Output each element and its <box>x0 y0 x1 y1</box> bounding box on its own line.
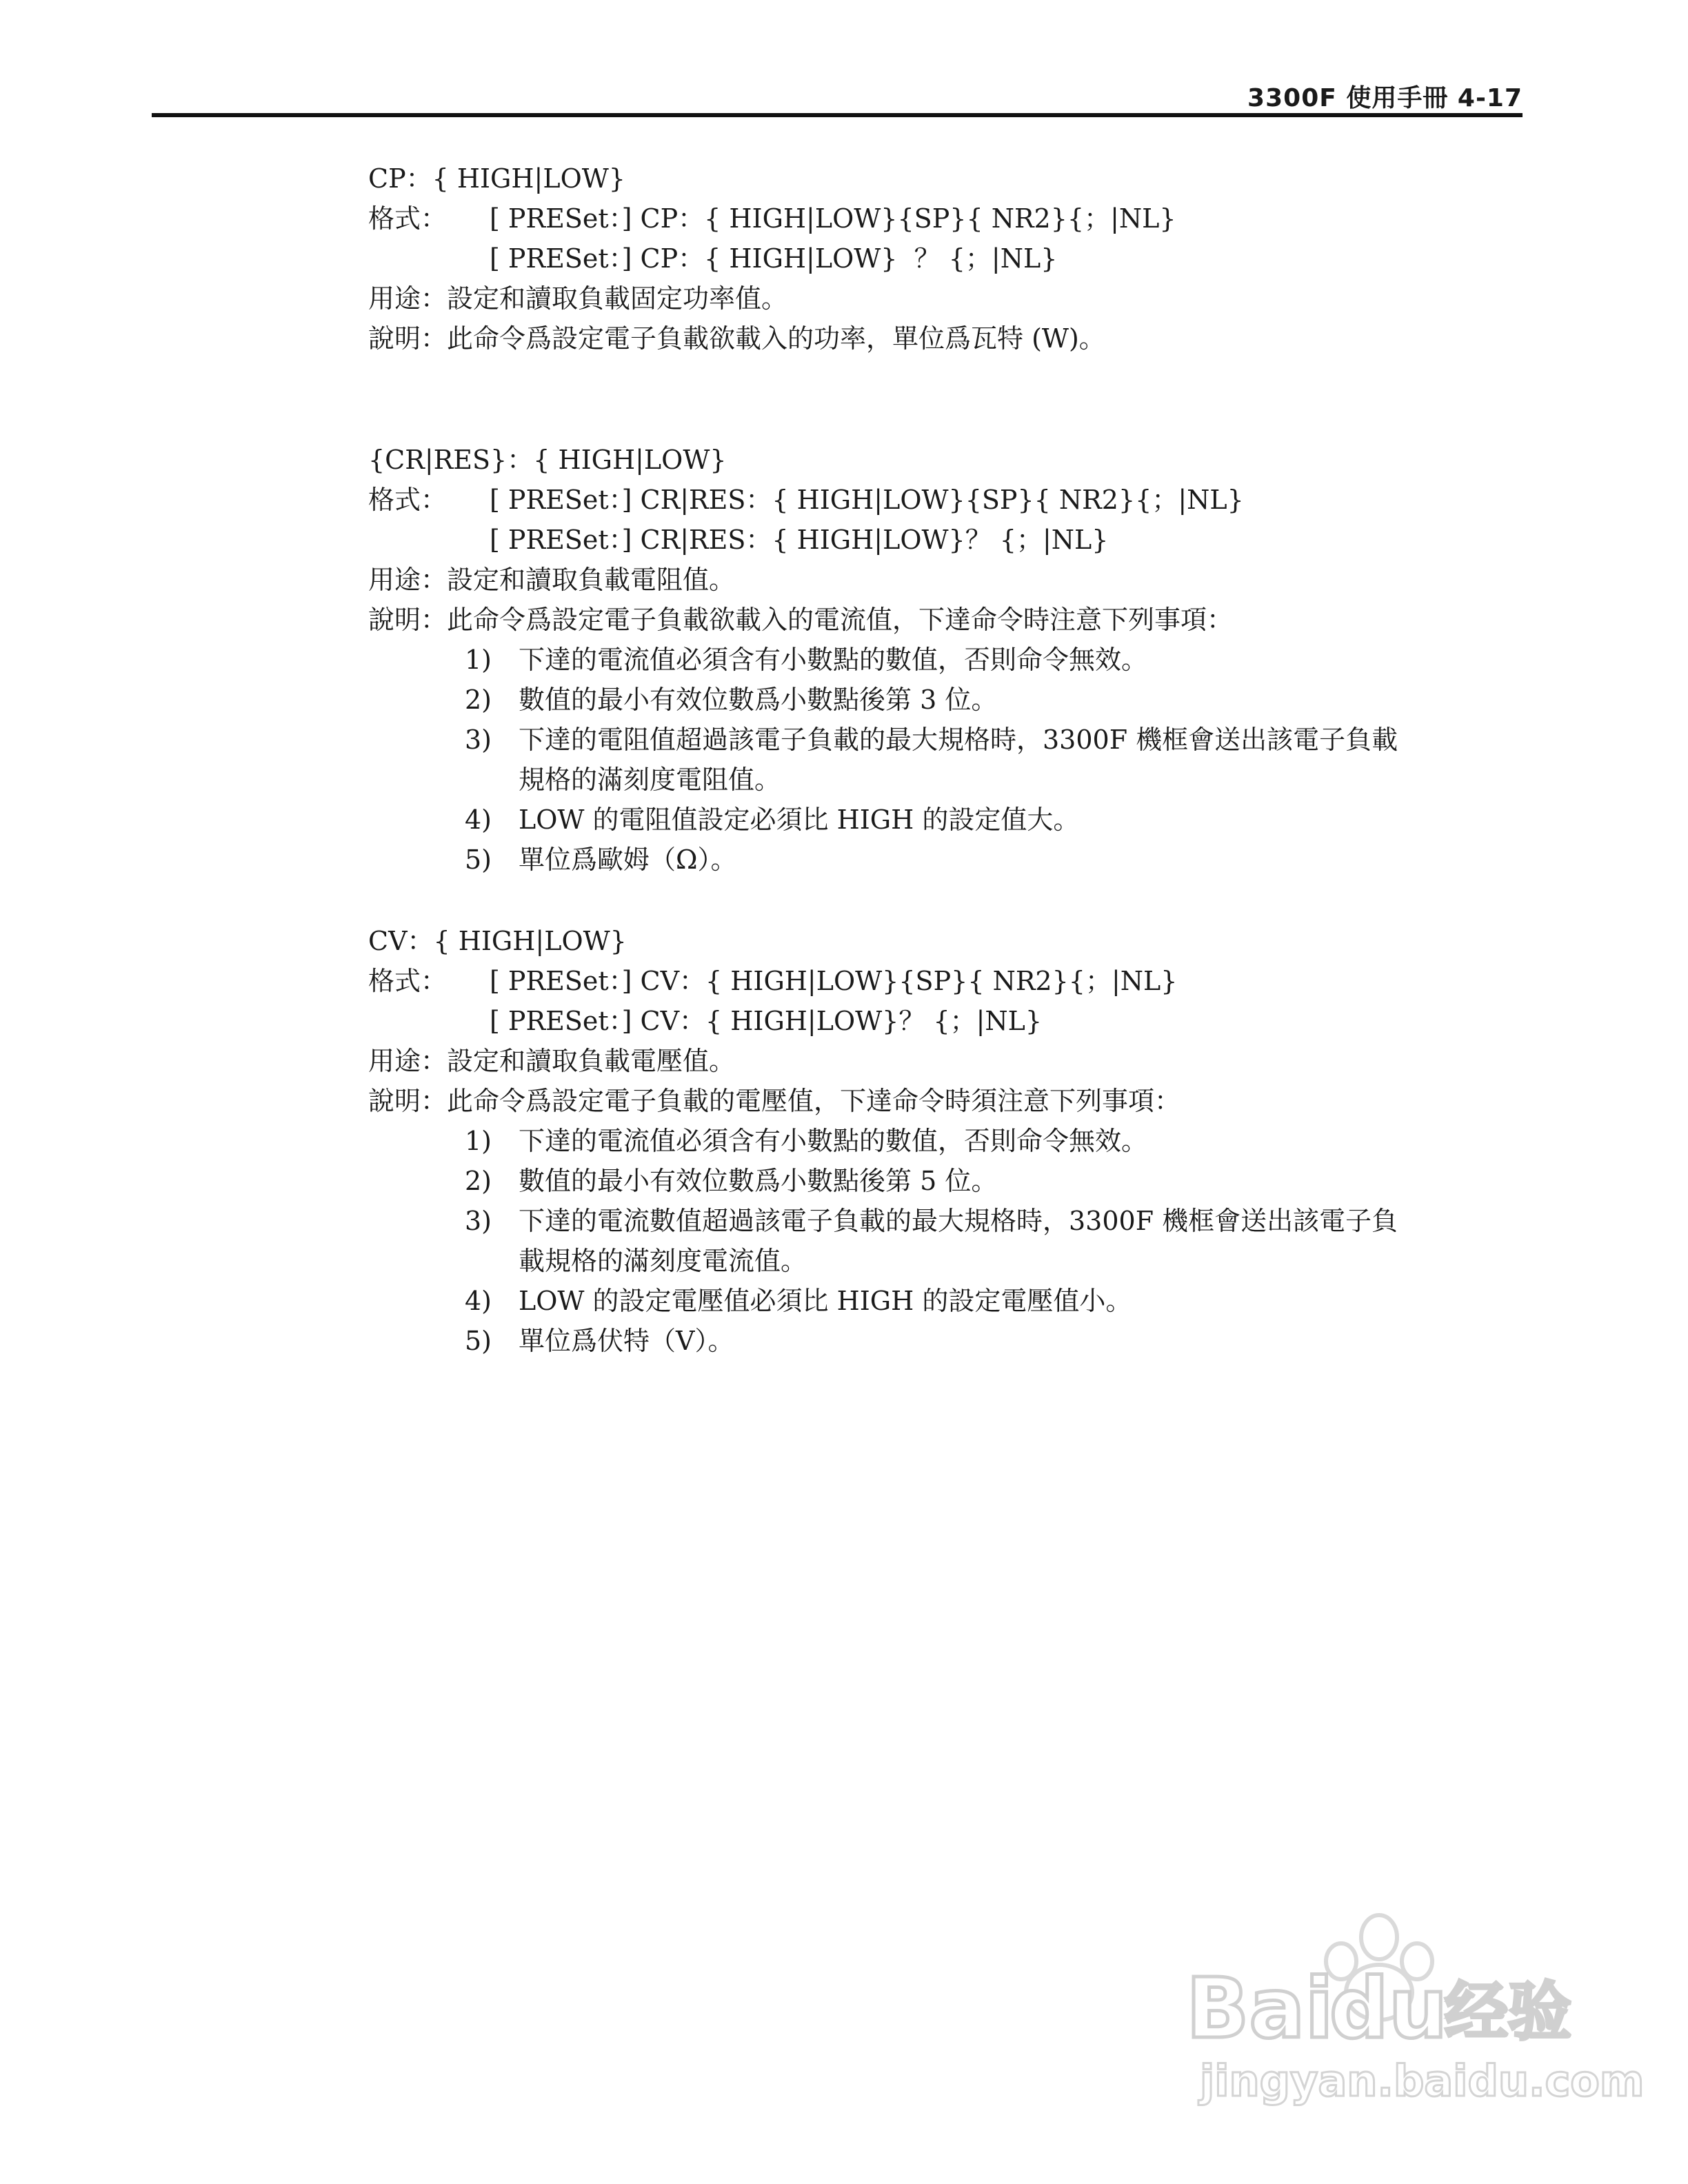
list-item-text: 單位爲歐姆（Ω）。 <box>519 845 737 875</box>
spacer <box>368 880 1527 921</box>
list-item-text: 數值的最小有效位數爲小數點後第 5 位。 <box>519 1166 998 1196</box>
list-item-number: 1) <box>465 645 492 675</box>
svg-text:Bai: Bai <box>1186 1961 1334 2057</box>
baidu-watermark-logo <box>1172 1889 1645 2123</box>
list-item-text: LOW 的設定電壓值必須比 HIGH 的設定電壓值小。 <box>519 1286 1132 1316</box>
usage-text: 用途：設定和讀取負載電壓值。 <box>368 1046 736 1076</box>
svg-text:du: du <box>1329 1961 1448 2057</box>
format-syntax: [ PRESet：] CP：{ HIGH|LOW} ？ {；|NL} <box>490 243 1058 274</box>
format-syntax: [ PRESet：] CR|RES：{ HIGH|LOW}？ {；|NL} <box>490 525 1109 555</box>
format-label: 格式： <box>368 485 448 515</box>
usage-text: 用途：設定和讀取負載電阻值。 <box>368 565 736 595</box>
header-rule <box>152 113 1523 117</box>
format-line <box>368 199 1527 239</box>
format-syntax: [ PRESet：] CR|RES：{ HIGH|LOW}{SP}{ NR2}{；|NL} <box>490 485 1244 515</box>
list-item <box>368 800 1527 840</box>
list-item-text: 下達的電流值必須含有小數點的數值，否則命令無效。 <box>519 1126 1148 1156</box>
list-item-text: LOW 的電阻值設定必須比 HIGH 的設定值大。 <box>519 805 1080 835</box>
list-item-text: 下達的電流數值超過該電子負載的最大規格時，3300F 機框會送出該電子負 <box>519 1206 1398 1236</box>
format-line <box>368 961 1527 1001</box>
list-item-number: 5) <box>465 1326 492 1356</box>
list-item-number: 2) <box>465 685 492 715</box>
list-item-number: 3) <box>465 725 492 755</box>
list-item-text: 數值的最小有效位數爲小數點後第 3 位。 <box>519 685 998 715</box>
format-syntax: [ PRESet：] CV：{ HIGH|LOW}？ {；|NL} <box>490 1006 1043 1036</box>
list-item-number: 4) <box>465 1286 492 1316</box>
list-item <box>368 1281 1527 1321</box>
list-item <box>368 1161 1527 1201</box>
list-item-continuation: 規格的滿刻度電阻值。 <box>519 765 781 795</box>
section-title: CV：{ HIGH|LOW} <box>368 926 627 956</box>
section-cv <box>368 921 1527 1361</box>
list-item-number: 3) <box>465 1206 492 1236</box>
page-header <box>152 74 1523 117</box>
svg-text:jingyan.baidu.com: jingyan.baidu.com <box>1200 2056 1645 2106</box>
usage-text: 用途：設定和讀取負載固定功率值。 <box>368 283 788 314</box>
section-title: {CR|RES}：{ HIGH|LOW} <box>368 445 727 475</box>
section-cp <box>368 159 1527 358</box>
list-item-number: 1) <box>465 1126 492 1156</box>
list-item-continuation: 載規格的滿刻度電流值。 <box>519 1246 807 1276</box>
list-item-text: 下達的電流值必須含有小數點的數值，否則命令無效。 <box>519 645 1148 675</box>
list-item-text: 下達的電阻值超過該電子負載的最大規格時，3300F 機框會送出該電子負載 <box>519 725 1398 755</box>
document-body <box>368 159 1527 1361</box>
description-text: 說明：此命令爲設定電子負載欲載入的電流值，下達命令時注意下列事項： <box>368 605 1234 635</box>
list-item <box>368 1321 1527 1361</box>
list-item-text: 單位爲伏特（V）。 <box>519 1326 734 1356</box>
format-label: 格式： <box>368 203 448 234</box>
list-item <box>368 720 1527 760</box>
list-item <box>368 1201 1527 1241</box>
list-item <box>368 840 1527 880</box>
list-item <box>368 640 1527 680</box>
format-syntax: [ PRESet：] CV：{ HIGH|LOW}{SP}{ NR2}{；|NL} <box>490 966 1178 996</box>
section-cr <box>368 440 1527 880</box>
list-item <box>368 1121 1527 1161</box>
format-line <box>368 480 1527 520</box>
list-item-number: 5) <box>465 845 492 875</box>
list-item-number: 2) <box>465 1166 492 1196</box>
header-title: 3300F 使用手冊 4-17 <box>1247 84 1523 112</box>
spacer <box>368 358 1527 440</box>
format-label: 格式： <box>368 966 448 996</box>
format-syntax: [ PRESet：] CP：{ HIGH|LOW}{SP}{ NR2}{；|NL} <box>490 203 1176 234</box>
svg-text:经验: 经验 <box>1445 1975 1572 2049</box>
description-text: 說明：此命令爲設定電子負載欲載入的功率，單位爲瓦特 (W)。 <box>368 323 1105 354</box>
description-text: 說明：此命令爲設定電子負載的電壓值，下達命令時須注意下列事項： <box>368 1086 1181 1116</box>
list-item-number: 4) <box>465 805 492 835</box>
list-item <box>368 680 1527 720</box>
section-title: CP：{ HIGH|LOW} <box>368 163 625 194</box>
